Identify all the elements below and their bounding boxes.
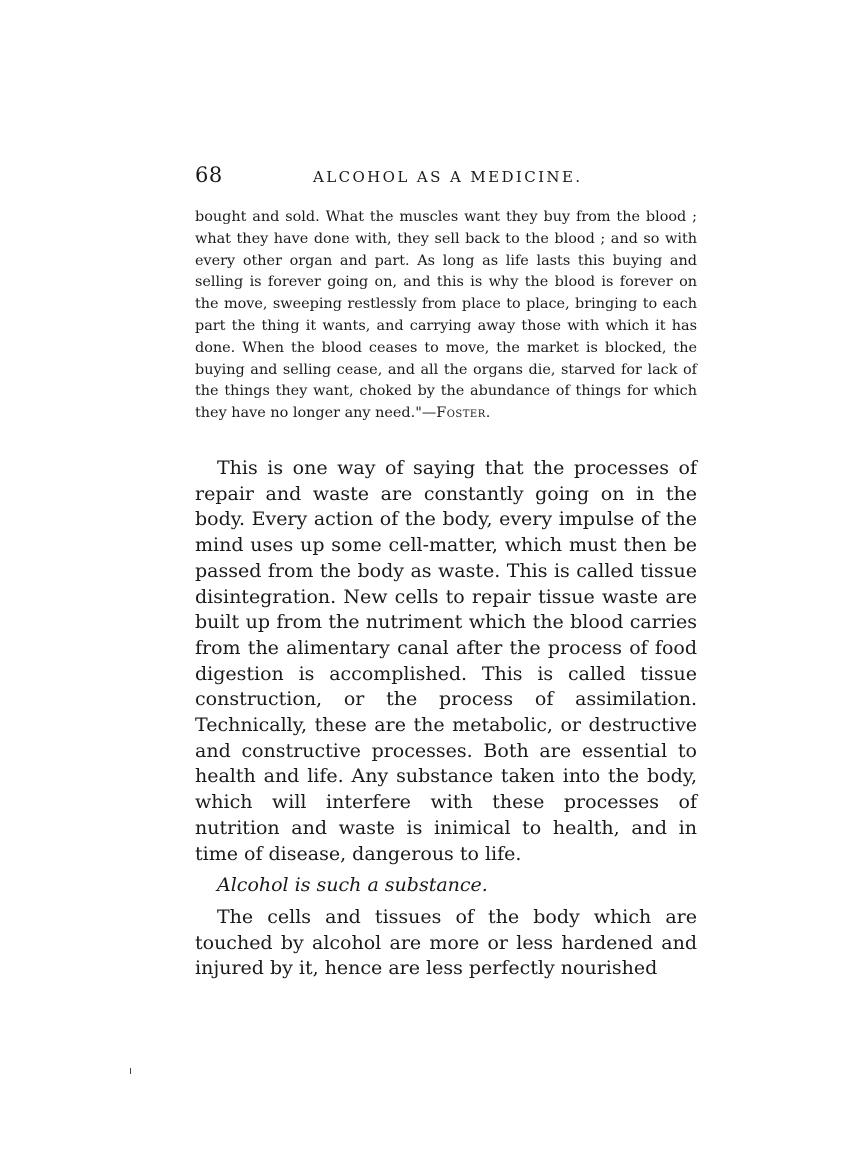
- quote-text: bought and sold. What the muscles want they buy from the blood ; what they have done with, they sell back to the blood ; and so with every other organ and part. As long as life lasts this buying and selling is forever going on, and this is why the blood is forever on the move, sweeping restlessly from place to place, bringing to each part the thing it wants, and carrying away those with which it has done. When the blood ceases to move, the market is blocked, the buying and selling cease, and all the organs die, starved for lack of the things they want, choked by the abundance of things for which they have no longer any need."—: [195, 209, 697, 422]
- paragraph-2: The cells and tissues of the body which are touched by alcohol are more or less hardened and injured by it, hence are less perfectly nourished: [195, 905, 697, 980]
- quoted-passage: [195, 207, 697, 425]
- margin-mark: [130, 1068, 131, 1074]
- italic-statement: Alcohol is such a substance.: [217, 874, 488, 897]
- page-header: [195, 163, 697, 193]
- paragraph-1: This is one way of saying that the processes of repair and waste are constantly going on in the body. Every action of the body, every impulse of the mind uses up some cell-matter, which must then be passed from the body as waste. This is called tissue disintegration. New cells to repair tissue waste are built up from the nutriment which the blood carries from the alimentary canal after the process of food digestion is accomplished. This is called tissue construction, or the process of assimilation. Technically, these are the metabolic, or destructive and constructive processes. Both are essential to health and life. Any substance taken into the body, which will interfere with these processes of nutrition and waste is inimical to health, and in time of disease, dangerous to life.: [195, 457, 697, 865]
- page-number: 68: [195, 163, 223, 187]
- quote-attribution: Foster.: [436, 405, 491, 422]
- running-head: ALCOHOL AS A MEDICINE.: [313, 168, 583, 186]
- main-text: [195, 456, 697, 982]
